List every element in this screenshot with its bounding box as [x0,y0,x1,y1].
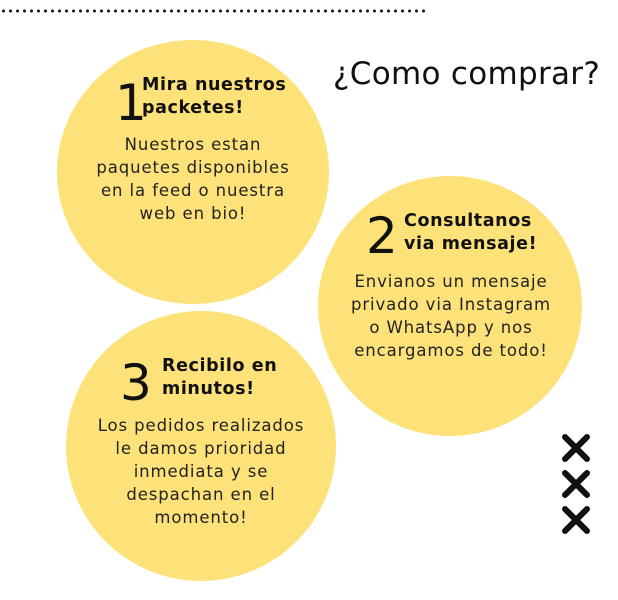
close-icon [560,432,592,464]
step-2-title-line1: Consultanos [404,211,532,231]
dotted-divider [0,8,425,14]
step-2-body: Envianos un mensaje privado via Instagram o WhatsApp y nos encargamos de todo! [350,272,552,360]
step-3-title [162,355,277,401]
step-3-title-line2: minutos! [162,379,255,399]
close-icon [560,468,592,500]
step-2-title [404,210,537,256]
step-1-title-line2: packetes! [142,98,244,118]
step-1-number: 1 [115,74,147,132]
step-1-title-line1: Mira nuestros [142,75,287,95]
step-2-title-line2: via mensaje! [404,234,538,254]
step-1-body: Nuestros estan paquetes disponibles en la feed o nuestra web en bio! [96,135,290,223]
close-icon [560,504,592,536]
step-3-number: 3 [120,354,152,412]
step-3-body: Los pedidos realizados le damos prioridad inmediata y se despachan en el momento! [97,416,305,527]
page-title: ¿Como comprar? [333,56,601,92]
step-1-title [142,74,286,120]
step-2-number: 2 [366,207,398,265]
x-marks [560,432,596,540]
step-3-title-line1: Recibilo en [162,356,278,376]
